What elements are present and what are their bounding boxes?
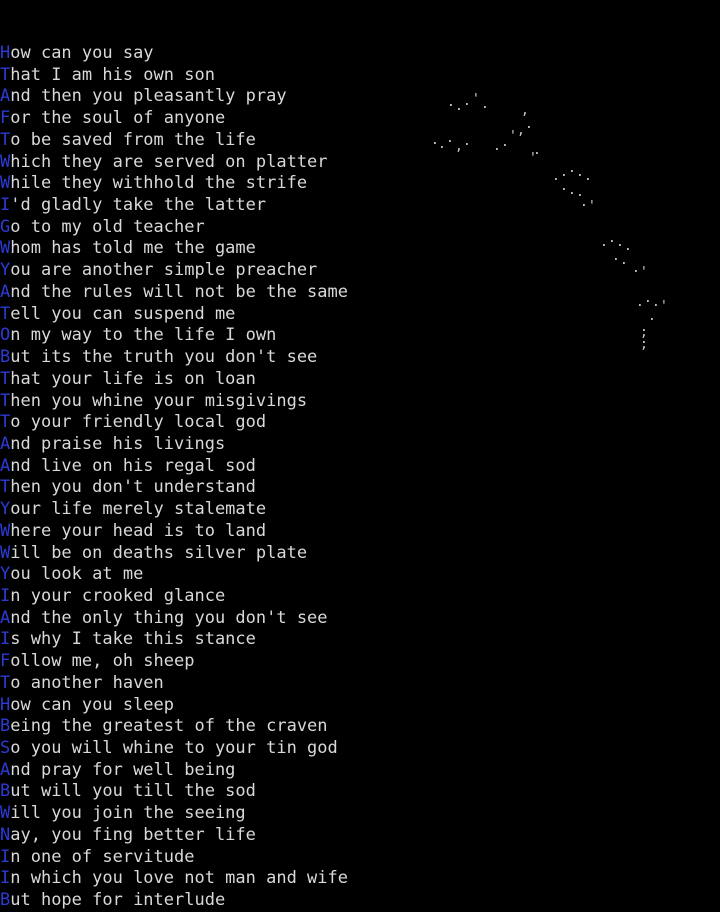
poem-line bbox=[0, 760, 420, 782]
speck-glyph: . bbox=[584, 169, 592, 184]
speck-glyph: . bbox=[568, 161, 576, 176]
poem-line-initial: I bbox=[0, 629, 11, 650]
speck-glyph: . bbox=[648, 309, 656, 324]
poem-line bbox=[0, 65, 420, 87]
poem-line-body: n my way to the life I own bbox=[10, 325, 277, 346]
speck-glyph: ' bbox=[509, 129, 517, 144]
poem-line bbox=[0, 477, 420, 499]
poem-line-initial: Y bbox=[0, 260, 11, 281]
speck-glyph: ' bbox=[640, 265, 648, 280]
poem-line bbox=[0, 391, 420, 413]
poem-line-body: nd then you pleasantly pray bbox=[10, 86, 287, 107]
poem-line-initial: B bbox=[0, 890, 11, 911]
poem-line-initial: G bbox=[0, 216, 11, 237]
speck-glyph: . bbox=[552, 169, 560, 184]
speck-glyph: ' bbox=[660, 299, 668, 314]
poem-line-initial: H bbox=[0, 43, 11, 63]
poem-line bbox=[0, 43, 420, 65]
poem-line bbox=[0, 152, 420, 174]
poem-line-initial: T bbox=[0, 412, 11, 433]
speck-glyph: , bbox=[455, 139, 463, 154]
speck-glyph: . bbox=[481, 97, 489, 112]
speck-glyph: . bbox=[438, 137, 446, 152]
poem-line-initial: A bbox=[0, 607, 11, 628]
poem-line bbox=[0, 521, 420, 543]
speck-glyph: . bbox=[568, 183, 576, 198]
poem-line bbox=[0, 695, 420, 717]
poem-line-initial: F bbox=[0, 651, 11, 672]
poem-line bbox=[0, 543, 420, 565]
speck-glyph: . bbox=[576, 185, 584, 200]
poem-line-body: hile they withhold the strife bbox=[10, 173, 308, 194]
poem-line-body: or the soul of anyone bbox=[10, 108, 226, 129]
poem-line-initial: T bbox=[0, 64, 11, 85]
poem-line bbox=[0, 282, 420, 304]
poem-line bbox=[0, 260, 420, 282]
poem-line bbox=[0, 825, 420, 847]
poem-line bbox=[0, 499, 420, 521]
speck-glyph: . bbox=[632, 261, 640, 276]
poem-line-initial: H bbox=[0, 694, 11, 715]
speck-glyph: . bbox=[644, 291, 652, 306]
poem-line-initial: A bbox=[0, 759, 11, 780]
poem-line-body: ell you can suspend me bbox=[10, 303, 236, 324]
poem-line bbox=[0, 130, 420, 152]
poem-line-initial: F bbox=[0, 108, 11, 129]
poem-line-initial: Y bbox=[0, 564, 11, 585]
poem-line-initial: B bbox=[0, 716, 11, 737]
poem-line-body: hat I am his own son bbox=[10, 64, 215, 85]
speck-glyph: . bbox=[636, 295, 644, 310]
poem-line bbox=[0, 369, 420, 391]
poem-text-block bbox=[0, 43, 420, 912]
poem-line-body: hich they are served on platter bbox=[10, 151, 328, 172]
poem-line-body: o to my old teacher bbox=[10, 216, 205, 237]
speck-glyph: . bbox=[455, 99, 463, 114]
poem-line-body: n one of servitude bbox=[10, 846, 195, 867]
poem-line-initial: W bbox=[0, 803, 11, 824]
poem-line bbox=[0, 890, 420, 912]
poem-line-body: o be saved from the life bbox=[10, 129, 256, 150]
poem-line-initial: A bbox=[0, 86, 11, 107]
poem-line-initial: N bbox=[0, 824, 11, 845]
poem-line-body: o your friendly local god bbox=[10, 412, 267, 433]
poem-line-body: n your crooked glance bbox=[10, 585, 226, 606]
poem-line bbox=[0, 325, 420, 347]
poem-line-body: nd the only thing you don't see bbox=[10, 607, 328, 628]
speck-glyph: , bbox=[521, 103, 529, 118]
poem-line-body: hom has told me the game bbox=[10, 238, 256, 259]
poem-line-initial: A bbox=[0, 433, 11, 454]
poem-line-body: nd live on his regal sod bbox=[10, 455, 256, 476]
poem-line-initial: I bbox=[0, 585, 11, 606]
poem-line bbox=[0, 868, 420, 890]
poem-line-body: here your head is to land bbox=[10, 520, 267, 541]
speck-glyph: ; bbox=[640, 337, 648, 352]
poem-line bbox=[0, 803, 420, 825]
poem-line-initial: W bbox=[0, 173, 11, 194]
poem-line-initial: A bbox=[0, 455, 11, 476]
poem-line bbox=[0, 173, 420, 195]
speck-glyph: . bbox=[600, 235, 608, 250]
poem-line-body: s why I take this stance bbox=[10, 629, 256, 650]
speck-glyph: . bbox=[463, 94, 471, 109]
poem-line-body: hen you don't understand bbox=[10, 477, 256, 498]
poem-line-body: ou are another simple preacher bbox=[10, 260, 318, 281]
poem-line bbox=[0, 651, 420, 673]
poem-line bbox=[0, 238, 420, 260]
poem-line-initial: W bbox=[0, 542, 11, 563]
poem-line-initial: T bbox=[0, 129, 11, 150]
speck-glyph: . bbox=[652, 295, 660, 310]
poem-line-initial: W bbox=[0, 238, 11, 259]
poem-line-initial: W bbox=[0, 151, 11, 172]
poem-line bbox=[0, 86, 420, 108]
poem-line-body: ollow me, oh sheep bbox=[10, 651, 195, 672]
speck-glyph: . bbox=[447, 95, 455, 110]
poem-line bbox=[0, 629, 420, 651]
poem-line bbox=[0, 564, 420, 586]
poem-line bbox=[0, 608, 420, 630]
speck-glyph: . bbox=[463, 134, 471, 149]
poem-line-body: nd the rules will not be the same bbox=[10, 281, 349, 302]
poem-line-body: hat your life is on loan bbox=[10, 368, 256, 389]
speck-glyph: . bbox=[560, 165, 568, 180]
poem-line-initial: W bbox=[0, 520, 11, 541]
poem-line-body: eing the greatest of the craven bbox=[10, 716, 328, 737]
poem-line-body: o another haven bbox=[10, 672, 164, 693]
poem-line bbox=[0, 673, 420, 695]
poem-line-initial: Y bbox=[0, 499, 11, 520]
speck-glyph: . bbox=[580, 195, 588, 210]
poem-line-initial: T bbox=[0, 390, 11, 411]
poem-line-initial: T bbox=[0, 368, 11, 389]
poem-line-initial: T bbox=[0, 303, 11, 324]
speck-glyph: . bbox=[576, 165, 584, 180]
poem-line-initial: S bbox=[0, 738, 11, 758]
poem-line-body: ut its the truth you don't see bbox=[10, 347, 318, 368]
poem-line bbox=[0, 217, 420, 239]
speck-glyph: . bbox=[493, 139, 501, 154]
poem-line bbox=[0, 434, 420, 456]
poem-line-body: o you will whine to your tin god bbox=[10, 738, 338, 758]
poem-line-body: ay, you fing better life bbox=[10, 824, 256, 845]
poem-line-body: ut will you till the sod bbox=[10, 781, 256, 802]
poem-line-body: nd pray for well being bbox=[10, 759, 236, 780]
poem-line-body: ut hope for interlude bbox=[10, 890, 226, 911]
poem-line-body: ill be on deaths silver plate bbox=[10, 542, 308, 563]
poem-line-body: n which you love not man and wife bbox=[10, 868, 349, 889]
speck-glyph: . bbox=[560, 179, 568, 194]
poem-line bbox=[0, 847, 420, 869]
poem-line-body: our life merely stalemate bbox=[10, 499, 267, 520]
poem-line-initial: I bbox=[0, 868, 11, 889]
speck-glyph: . bbox=[501, 135, 509, 150]
speck-glyph: . bbox=[431, 133, 439, 148]
poem-line-body: 'd gladly take the latter bbox=[10, 195, 267, 216]
speck-glyph: . bbox=[620, 253, 628, 268]
poem-line bbox=[0, 412, 420, 434]
poem-line-body: hen you whine your misgivings bbox=[10, 390, 308, 411]
poem-line-initial: B bbox=[0, 347, 11, 368]
speck-glyph: . bbox=[533, 143, 541, 158]
poem-line-body: ill you join the seeing bbox=[10, 803, 246, 824]
speck-glyph: . bbox=[446, 131, 454, 146]
poem-line-body: nd praise his livings bbox=[10, 433, 226, 454]
speck-glyph: . bbox=[616, 235, 624, 250]
poem-line-initial: I bbox=[0, 846, 11, 867]
poem-line bbox=[0, 716, 420, 738]
poem-line-initial: A bbox=[0, 281, 11, 302]
poem-line-body: ow can you say bbox=[10, 43, 154, 63]
poem-line bbox=[0, 195, 420, 217]
poem-line-initial: T bbox=[0, 477, 11, 498]
poem-line-initial: I bbox=[0, 195, 11, 216]
poem-line-body: ow can you sleep bbox=[10, 694, 175, 715]
poem-line-initial: T bbox=[0, 672, 11, 693]
speck-glyph: . bbox=[525, 117, 533, 132]
speck-glyph: . bbox=[624, 239, 632, 254]
speck-glyph: ' bbox=[472, 92, 480, 107]
poem-line-body: ou look at me bbox=[10, 564, 144, 585]
poem-line bbox=[0, 108, 420, 130]
poem-line bbox=[0, 456, 420, 478]
poem-line bbox=[0, 347, 420, 369]
poem-line bbox=[0, 586, 420, 608]
poem-line bbox=[0, 781, 420, 803]
poem-line bbox=[0, 304, 420, 326]
speck-glyph: . bbox=[608, 231, 616, 246]
speck-glyph: , bbox=[517, 123, 525, 138]
speck-glyph: ' bbox=[529, 151, 537, 166]
poem-line-initial: B bbox=[0, 781, 11, 802]
speck-glyph: . bbox=[612, 249, 620, 264]
speck-glyph: ; bbox=[640, 325, 648, 340]
poem-line bbox=[0, 738, 420, 760]
speck-glyph: ' bbox=[588, 199, 596, 214]
poem-line-initial: O bbox=[0, 325, 11, 346]
